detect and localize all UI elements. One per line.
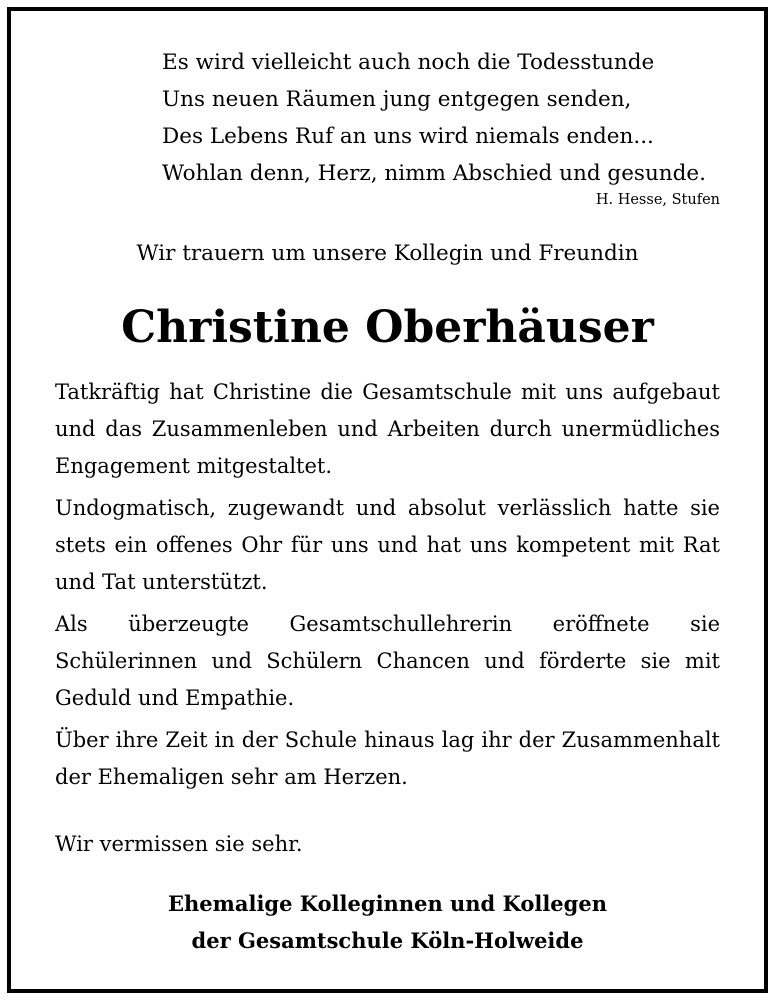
signature-line: Ehemalige Kolleginnen und Kollegen <box>168 891 607 916</box>
poem-line: Uns neuen Räumen jung entgegen senden, <box>162 87 632 112</box>
signature <box>0 885 775 959</box>
tribute-paragraph: Tatkräftig hat Christine die Gesamtschule mit uns aufgebaut und das Zusammenleben und Arbeiten durch unermüdliches Engagement mitgestaltet. <box>55 380 720 478</box>
poem-source: H. Hesse, Stufen <box>595 192 720 208</box>
poem <box>162 44 727 192</box>
tribute-text <box>55 374 720 801</box>
tribute-paragraph: Undogmatisch, zugewandt und absolut verlässlich hatte sie stets ein offenes Ohr für uns und hat uns kompetent mit Rat und Tat unterstützt. <box>55 496 720 594</box>
tribute-paragraph: Als überzeugte Gesamtschullehrerin eröffnete sie Schülerinnen und Schülern Chancen und förderte sie mit Geduld und Empathie. <box>55 612 720 710</box>
poem-line: Wohlan denn, Herz, nimm Abschied und gesunde. <box>162 161 706 186</box>
signature-line: der Gesamtschule Köln-Holweide <box>191 928 584 953</box>
deceased-name: Christine Oberhäuser <box>121 302 654 353</box>
intro-text: Wir trauern um unsere Kollegin und Freundin <box>136 241 639 266</box>
tribute-paragraph: Über ihre Zeit in der Schule hinaus lag ihr der Zusammenhalt der Ehemaligen sehr am Herzen. <box>55 728 720 789</box>
poem-line: Es wird vielleicht auch noch die Todesstunde <box>162 50 655 75</box>
poem-line: Des Lebens Ruf an uns wird niemals enden... <box>162 124 654 149</box>
closing-line: Wir vermissen sie sehr. <box>55 832 303 856</box>
